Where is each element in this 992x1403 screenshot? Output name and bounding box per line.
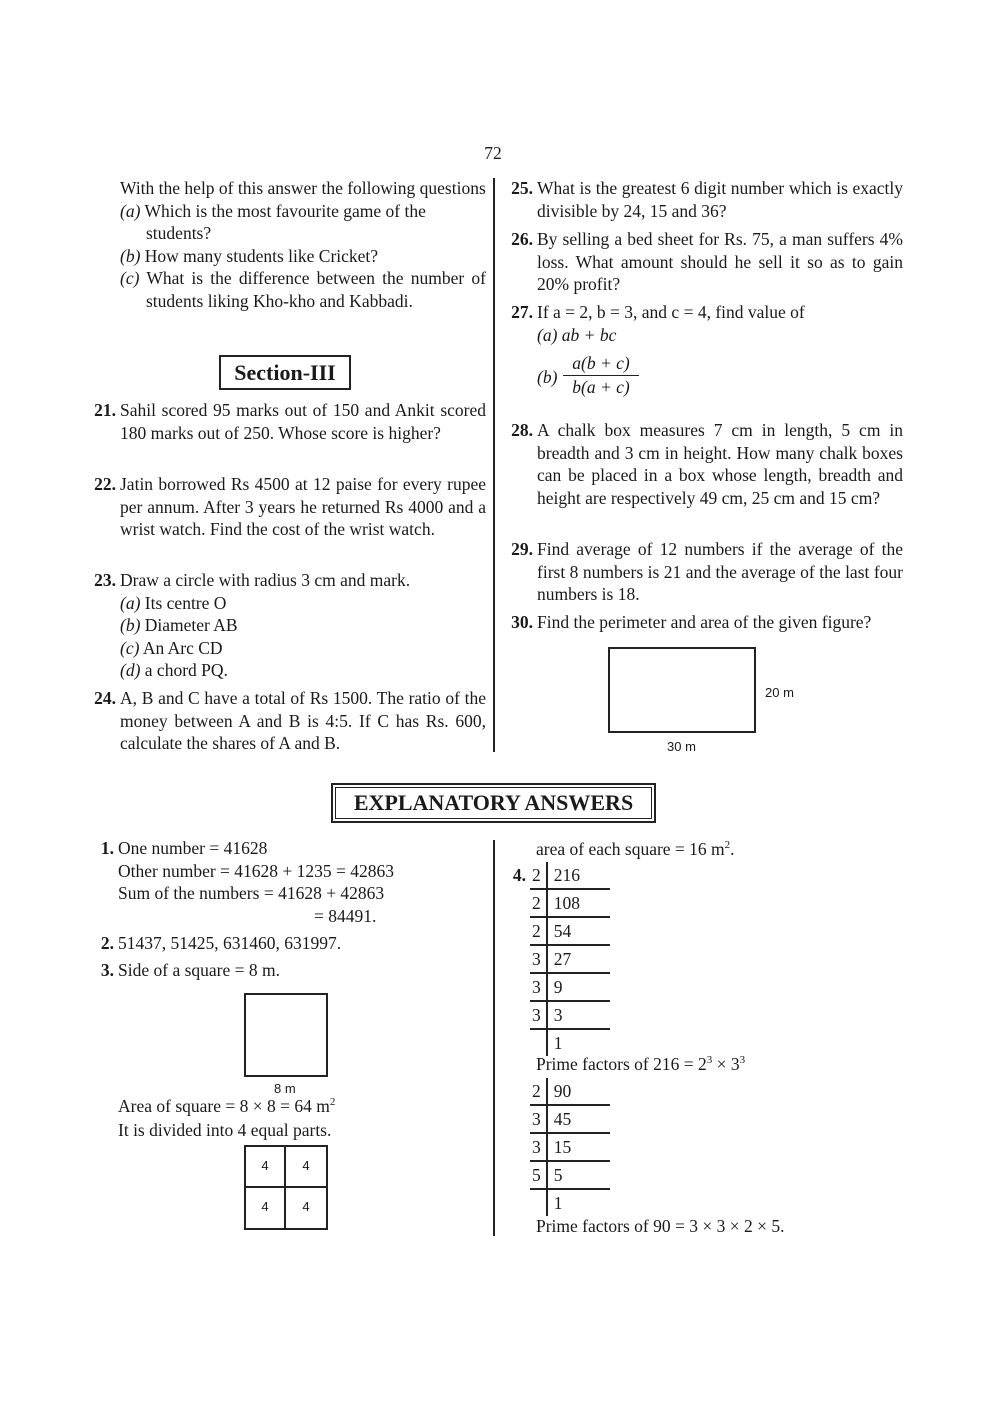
question-21 — [86, 399, 486, 444]
table-row — [530, 973, 610, 1001]
text: 4 — [246, 1188, 286, 1229]
intro-item — [120, 267, 486, 312]
table-cell: 3 — [530, 945, 547, 973]
table-cell: 15 — [547, 1133, 610, 1161]
question-27 — [503, 301, 903, 410]
text: 51437, 51425, 631460, 631997. — [118, 933, 342, 953]
text: A chalk box measures 7 cm in length, 5 cm in breadth and 3 cm in height. How many chalk boxes can be placed in a box whose length, breadth and height are respectively 49 cm, 25 cm and 15 cm? — [537, 420, 903, 508]
text: 27. — [511, 302, 533, 322]
text: (c) — [120, 637, 140, 658]
text: 29. — [511, 539, 533, 559]
text — [120, 592, 486, 615]
width-label: 30 m — [667, 739, 696, 754]
text: 22. — [94, 474, 116, 494]
text: 25. — [511, 178, 533, 198]
text: 3. — [100, 960, 114, 980]
divided-square-figure — [244, 1145, 328, 1230]
text: a chord PQ. — [144, 660, 228, 681]
text: One number = 41628 — [118, 838, 268, 858]
text: How many students like Cricket? — [144, 245, 379, 266]
question-25 — [503, 177, 903, 222]
prime-factors-90: Prime factors of 90 = 3 × 3 × 2 × 5. — [536, 1216, 785, 1236]
text: Draw a circle with radius 3 cm and mark. — [120, 570, 411, 590]
table-row — [530, 1161, 610, 1189]
text: a(b + c) — [563, 352, 639, 376]
table-cell — [530, 1189, 547, 1216]
prime-factors-216 — [536, 1053, 745, 1076]
text: (b) — [537, 367, 558, 388]
text: Sahil scored 95 marks out of 150 and Ankit scored 180 marks out of 250. Whose score is higher? — [120, 400, 486, 443]
text: 23. — [94, 570, 116, 590]
text: Side of a square = 8 m. — [118, 960, 280, 980]
text: Find the perimeter and area of the given figure? — [537, 612, 872, 632]
text: (a) — [120, 200, 141, 221]
question-24 — [86, 687, 486, 755]
divided-text: It is divided into 4 equal parts. — [118, 1120, 332, 1140]
question-23 — [86, 569, 486, 682]
text: ab + bc — [561, 324, 617, 345]
text: 26. — [511, 229, 533, 249]
text: Which is the most favourite game of the students? — [144, 200, 426, 244]
table-cell: 108 — [547, 889, 610, 917]
text — [120, 659, 486, 682]
text: Jatin borrowed Rs 4500 at 12 paise for every rupee per annum. After 3 years he returned Rs 4000 and a wrist watch. Find the cost of the wrist watch. — [120, 474, 486, 540]
square-figure — [244, 993, 328, 1077]
table-cell: 54 — [547, 917, 610, 945]
text: 3 — [739, 1054, 746, 1067]
text: What is the greatest 6 digit number which is exactly divisible by 24, 15 and 36? — [537, 178, 903, 221]
table-cell: 45 — [547, 1105, 610, 1133]
text: 28. — [511, 420, 533, 440]
text: (b) — [120, 245, 141, 266]
table-cell: 216 — [547, 862, 610, 889]
text: (a) — [537, 324, 558, 345]
text: If a = 2, b = 3, and c = 4, find value of — [537, 302, 805, 322]
page-number: 72 — [484, 143, 502, 163]
section-title: Section-III — [219, 355, 351, 390]
text — [120, 637, 486, 660]
question-22 — [86, 473, 486, 541]
text: By selling a bed sheet for Rs. 75, a man suffers 4% loss. What amount should he sell it so as to gain 20% profit? — [537, 229, 903, 295]
table-cell: 5 — [547, 1161, 610, 1189]
rectangle-figure — [608, 647, 756, 733]
division-table-90 — [530, 1078, 610, 1216]
text: 2 — [724, 839, 731, 852]
answer-2 — [84, 932, 484, 955]
table-cell: 1 — [553, 1193, 563, 1213]
text: Area of square = 8 × 8 = 64 m — [118, 1096, 330, 1116]
text: = 84491. — [314, 905, 377, 926]
table-cell: 3 — [530, 1133, 547, 1161]
text: 4 — [246, 1147, 286, 1188]
table-cell: 3 — [547, 1001, 610, 1029]
text: b(a + c) — [572, 376, 630, 397]
text — [530, 862, 610, 1056]
table-row — [530, 945, 610, 973]
table-cell: 9 — [547, 973, 610, 1001]
text: 3 — [706, 1054, 713, 1067]
table-row — [530, 1133, 610, 1161]
table-cell: 27 — [547, 945, 610, 973]
text — [537, 324, 903, 347]
table-row — [530, 1029, 610, 1056]
intro-block — [120, 177, 486, 313]
text — [563, 352, 639, 398]
table-cell: 2 — [530, 889, 547, 917]
table-cell: 3 — [530, 1001, 547, 1029]
answer-1 — [84, 837, 484, 927]
answer-3 — [84, 959, 484, 982]
column-divider — [493, 178, 495, 752]
question-30 — [503, 611, 903, 634]
area-each-text — [536, 838, 735, 861]
table-row — [530, 862, 610, 889]
text: Other number = 41628 + 1235 = 42863 — [118, 860, 395, 881]
text: EXPLANATORY ANSWERS — [335, 787, 652, 819]
text — [530, 1078, 610, 1216]
table-row — [530, 1189, 610, 1216]
table-cell: 3 — [530, 1105, 547, 1133]
table-row — [530, 1001, 610, 1029]
text: 21. — [94, 400, 116, 420]
question-28 — [503, 419, 903, 509]
text: (d) — [120, 660, 141, 681]
text: 30. — [511, 612, 533, 632]
height-label: 20 m — [765, 685, 794, 700]
text — [120, 614, 486, 637]
text: 4 — [286, 1147, 326, 1188]
division-table-216 — [530, 862, 610, 1056]
text: (a) — [120, 592, 141, 613]
table-row — [530, 1105, 610, 1133]
text: 2. — [100, 933, 114, 953]
table-cell: 2 — [530, 862, 547, 889]
text: (b) — [120, 615, 141, 636]
answers-title — [331, 783, 656, 823]
text: Prime factors of 216 = 2 — [536, 1054, 707, 1074]
text: area of each square = 16 m — [536, 839, 725, 859]
table-cell: 2 — [530, 1078, 547, 1105]
text: 24. — [94, 688, 116, 708]
text: Find average of 12 numbers if the average of the first 8 numbers is 21 and the average of the last four numbers is 18. — [537, 539, 903, 605]
table-cell: 90 — [547, 1078, 610, 1105]
text: 4 — [302, 1199, 310, 1215]
table-row — [530, 889, 610, 917]
fraction-expression — [537, 352, 903, 410]
table-cell: 2 — [530, 917, 547, 945]
answer-4-number: 4. — [512, 865, 526, 885]
intro-text: With the help of this answer the following questions — [120, 178, 486, 198]
text: Its centre O — [144, 592, 227, 613]
text: . — [730, 839, 735, 859]
table-cell — [530, 1029, 547, 1056]
text: 1. — [100, 838, 114, 858]
text: An Arc CD — [142, 637, 223, 658]
table-row — [530, 917, 610, 945]
text — [537, 301, 903, 410]
table-cell: 3 — [530, 973, 547, 1001]
answers-divider — [493, 840, 495, 1236]
text: Diameter AB — [144, 615, 238, 636]
text — [120, 569, 486, 682]
table-cell: 5 — [530, 1161, 547, 1189]
text: × 3 — [712, 1054, 740, 1074]
text: 2 — [329, 1096, 336, 1109]
text: (c) — [120, 268, 140, 289]
question-26 — [503, 228, 903, 296]
table-row — [530, 1078, 610, 1105]
text: A, B and C have a total of Rs 1500. The ratio of the money between A and B is 4:5. If C has Rs. 600, calculate the shares of A and B. — [120, 688, 486, 754]
table-cell: 1 — [553, 1033, 563, 1053]
intro-item — [120, 200, 486, 245]
text — [118, 837, 484, 927]
intro-item — [120, 245, 486, 268]
area-text — [118, 1095, 335, 1118]
text: Sum of the numbers = 41628 + 42863 — [118, 883, 385, 904]
side-label: 8 m — [274, 1081, 296, 1096]
text: What is the difference between the number of students liking Kho-kho and Kabbadi. — [146, 268, 486, 311]
question-29 — [503, 538, 903, 606]
